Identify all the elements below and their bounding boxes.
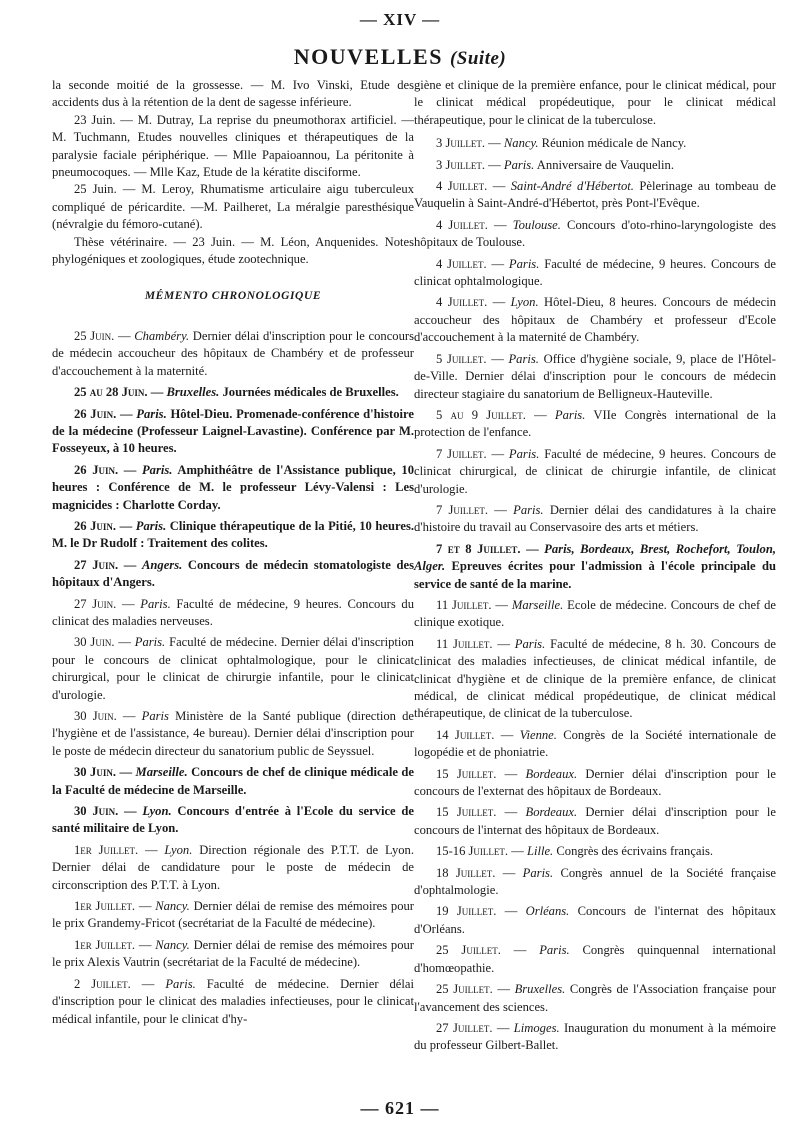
entry-text: VIIe Congrès international de la protection de l'enfance. xyxy=(414,407,777,440)
right-column xyxy=(414,77,776,1059)
entry-place: Paris. xyxy=(141,462,173,477)
entry-date: 5 au 9 Juillet. xyxy=(436,407,526,422)
entry-date: 26 Juin. xyxy=(74,462,119,477)
entry-place: Paris. xyxy=(165,976,196,991)
entry-place: Angers. xyxy=(142,557,183,572)
entry-date: 1er Juillet. xyxy=(74,842,139,857)
entry-date: 4 Juillet. xyxy=(436,217,488,232)
left-column xyxy=(52,77,414,1032)
entry-text: Anniversaire de Vauquelin. xyxy=(536,157,675,172)
calendar-entry: 27 Juin. — Paris. Faculté de médecine, 9 heures. Concours du clinicat des maladies nerveuses. xyxy=(52,596,415,628)
entry-date: 2 Juillet. xyxy=(74,976,131,991)
calendar-entry: 3 Juillet. — Nancy. Réunion médicale de Nancy. xyxy=(436,136,687,151)
entry-date: 11 Juillet. xyxy=(436,597,492,612)
entry-place: Orléans. xyxy=(525,904,570,919)
entry-place: Paris. xyxy=(508,351,539,366)
calendar-entry: 4 Juillet. — Toulouse. Concours d'oto-rhino-laryngologiste des hôpitaux de Toulouse. xyxy=(414,217,776,250)
calendar-entry: 27 Juin. — Angers. Concours de médecin stomatologiste des hôpitaux d'Angers. xyxy=(52,557,414,590)
entry-date: 15-16 Juillet. xyxy=(436,844,509,859)
entry-text: Dernier délai d'inscription pour le concours de l'internat des hôpitaux de Bordeaux. xyxy=(414,805,776,837)
entry-date: 25 Juillet. xyxy=(436,943,501,958)
calendar-entry: 27 Juillet. — Limoges. Inauguration du monument à la mémoire du professeur Gilbert-Ballet. xyxy=(414,1020,776,1053)
entry-text: Clinique thérapeutique de la Pitié, 10 heures. M. le Dr Rudolf : Traitement des colites. xyxy=(52,518,414,551)
entry-date: 3 Juillet. xyxy=(436,136,485,151)
calendar-entry: 26 Juin. — Paris. Clinique thérapeutique de la Pitié, 10 heures. M. le Dr Rudolf : Traitement des colites. xyxy=(52,518,414,551)
entry-place: Nancy. xyxy=(155,937,190,952)
entry-text: Faculté de médecine. Dernier délai d'inscription pour le clinicat des maladies infectieuses, pour le clinicat médical infantile, pour le clinicat d'hy- xyxy=(52,976,414,1026)
calendar-entry: 5 Juillet. — Paris. Office d'hygiène sociale, 9, place de l'Hôtel-de-Ville. Dernier délai d'inscription pour le concours de médecin directeur stagiaire du sanatorium de Belligneux-Hauteville. xyxy=(414,351,776,401)
entry-place: Paris xyxy=(141,709,169,723)
entry-place: Bordeaux. xyxy=(525,766,578,781)
entry-text: Faculté de médecine, 8 h. 30. Concours de clinicat des maladies infectieuses, de clinicat médical infantile, de clinicat d'hygiène et de clinique de la première enfance, de clinicat médical, de clinicat médical propédeutique, de clinicat médical thérapeutique, de clinicat de la tuberculose. xyxy=(414,636,776,721)
entry-place: Paris. xyxy=(503,157,535,172)
entry-date: 27 Juin. xyxy=(74,557,119,572)
calendar-entry: 14 Juillet. — Vienne. Congrès de la Société internationale de logopédie et de phoniatrie. xyxy=(414,727,777,760)
calendar-entry: 3 Juillet. — Paris. Anniversaire de Vauquelin. xyxy=(436,157,675,172)
entry-place: Marseille. xyxy=(511,597,564,612)
entry-place: Limoges. xyxy=(513,1020,560,1035)
page-title xyxy=(0,44,800,70)
entry-date: 4 Juillet. xyxy=(436,179,488,194)
entry-date: 27 Juin. xyxy=(74,596,117,611)
entry-date: 30 Juin. xyxy=(74,765,116,780)
calendar-entry: 30 Juin. — Marseille. Concours de chef de clinique médicale de la Faculté de médecine de Marseille. xyxy=(52,765,414,797)
entry-place: Saint-André d'Hébertot. xyxy=(510,179,634,194)
calendar-entry: 1er Juillet. — Nancy. Dernier délai de remise des mémoires pour le prix Grandemy-Fricot (secrétariat de la Faculté de médecine). xyxy=(52,899,414,931)
entry-text: Ecole de médecine. Concours de chef de clinique exotique. xyxy=(414,597,777,630)
entry-text: Epreuves écrites pour l'admission à l'école principale du service de santé de la marine. xyxy=(414,559,776,591)
entry-text: Réunion médicale de Nancy. xyxy=(541,136,687,151)
entry-date: 7 Juillet. xyxy=(436,502,489,517)
entry-text: Faculté de médecine, 9 heures. Concours de clinicat ophtalmologique. xyxy=(414,256,776,289)
entry-place: Bordeaux. xyxy=(525,805,578,820)
entry-place: Paris. xyxy=(508,256,540,271)
entry-text: Faculté de médecine, 9 heures. Concours de clinicat chirurgical, de clinicat de chirurgie infantile, de clinicat d'urologie. xyxy=(414,446,776,496)
entry-text: Congrès de l'Association française pour l'avancement des sciences. xyxy=(414,982,777,1014)
calendar-entry: 30 Juin. — Paris. Faculté de médecine. Dernier délai d'inscription pour le concours de clinicat ophtalmologique, pour le clinicat chirurgical, pour le clinicat de chirurgie infantile, pour le clinicat d'urologie. xyxy=(52,635,414,702)
entry-place: Paris. xyxy=(508,446,540,461)
page-roman-numeral: — XIV — xyxy=(359,10,441,29)
calendar-entry: 26 Juin. — Paris. Hôtel-Dieu. Promenade-conférence d'histoire de la médecine (Professeur Laignel-Lavastine). Conférence par M. Fosseyeux, à 10 heures. xyxy=(52,406,414,456)
entry-text: Concours d'entrée à l'Ecole du service de santé militaire de Lyon. xyxy=(52,804,414,836)
calendar-entry: 15-16 Juillet. — Lille. Congrès des écrivains français. xyxy=(436,844,714,859)
title-suffix: (Suite) xyxy=(449,48,507,69)
entry-date: 30 Juin. xyxy=(74,635,115,650)
entry-date: 3 Juillet. xyxy=(436,157,485,172)
entry-date: 15 Juillet. xyxy=(436,805,497,820)
entry-date: 19 Juillet. xyxy=(436,904,497,919)
entry-text: Dernier délai de remise des mémoires pour le prix Alexis Vautrin (secrétariat de la Faculté de médecine). xyxy=(52,937,414,970)
entry-text: Direction régionale des P.T.T. de Lyon. Dernier délai de candidature pour le poste de médecin de circonscription des P.T.T. à Lyon. xyxy=(52,842,415,892)
entry-text: Hôtel-Dieu, 8 heures. Concours de médecin accoucheur des hôpitaux de Chambéry et professeur d'Ecole d'accouchement à la maternité de Chambéry. xyxy=(414,295,776,345)
entry-text: Concours de médecin stomatologiste des hôpitaux d'Angers. xyxy=(52,557,414,590)
entry-date: 14 Juillet. xyxy=(436,727,495,742)
entry-date: 26 Juin. xyxy=(74,518,117,533)
calendar-entry: 5 au 9 Juillet. — Paris. VIIe Congrès international de la protection de l'enfance. xyxy=(414,407,777,440)
entry-place: Bruxelles. xyxy=(514,982,566,997)
entry-date: 26 Juin. xyxy=(74,406,117,421)
calendar-entry: 30 Juin. — Paris Ministère de la Santé publique (direction de l'hygiène et de l'assistance, 4e bureau). Dernier délai d'inscription pour le poste de médecin directeur du sanatorium public de Seyssuel. xyxy=(52,709,414,758)
entry-text: Dernier délai de remise des mémoires pour le prix Grandemy-Fricot (secrétariat de la Faculté de médecine). xyxy=(52,899,414,931)
calendar-entry: 19 Juillet. — Orléans. Concours de l'internat des hôpitaux d'Orléans. xyxy=(414,904,777,936)
entry-date: 15 Juillet. xyxy=(436,766,497,781)
entry-place: Toulouse. xyxy=(512,217,561,232)
intro-paragraph: la seconde moitié de la grossesse. — M. Ivo Vinski, Etude des accidents dus à la rétention de la dent de sagesse inférieure. xyxy=(52,78,414,110)
calendar-entry: 18 Juillet. — Paris. Congrès annuel de la Société française d'ophtalmologie. xyxy=(414,865,777,898)
entry-date: 30 Juin. xyxy=(74,804,119,819)
entry-text: Concours de l'internat des hôpitaux d'Orléans. xyxy=(414,904,777,936)
entry-text: Office d'hygiène sociale, 9, place de l'Hôtel-de-Ville. Dernier délai d'inscription pour le concours de médecin directeur stagiaire du sanatorium de Belligneux-Hauteville. xyxy=(414,351,776,401)
entry-text: Pèlerinage au tombeau de Vauquelin à Saint-André-d'Hébertot, près Pont-l'Evêque. xyxy=(414,179,776,211)
entry-place: Nancy. xyxy=(503,136,539,151)
calendar-entry: 7 et 8 Juillet. — Paris, Bordeaux, Brest, Rochefort, Toulon, Alger. Epreuves écrites pour l'admission à l'école principale du service de santé de la marine. xyxy=(414,541,776,591)
entry-text: Congrès des écrivains français. xyxy=(556,844,714,859)
entry-date: 25 Juin. xyxy=(74,328,115,343)
entry-date: 7 Juillet. xyxy=(436,446,487,461)
entry-place: Lille. xyxy=(526,844,554,859)
entry-place: Bruxelles. xyxy=(166,385,220,400)
entry-text: Congrès de la Société internationale de logopédie et de phoniatrie. xyxy=(414,727,777,760)
calendar-entry: 1er Juillet. — Nancy. Dernier délai de remise des mémoires pour le prix Alexis Vautrin (secrétariat de la Faculté de médecine). xyxy=(52,937,414,970)
entry-date: 4 Juillet. xyxy=(436,256,487,271)
entry-date: 4 Juillet. xyxy=(436,295,488,310)
entry-text: Ministère de la Santé publique (direction de l'hygiène et de l'assistance, 4e bureau). Dernier délai d'inscription pour le poste de médecin directeur du sanatorium public de Seyssuel. xyxy=(52,709,414,758)
entry-text: Faculté de médecine. Dernier délai d'inscription pour le concours de clinicat ophtalmologique, pour le clinicat chirurgical, pour le clinicat de chirurgie infantile, pour le clinicat d'urologie. xyxy=(52,635,414,702)
entry-place: Paris. xyxy=(514,636,546,651)
calendar-entry: 25 Juillet. — Paris. Congrès quinquennal international d'homœopathie. xyxy=(414,943,776,975)
left-entries-list xyxy=(52,328,414,1028)
continuation-paragraph: giène et clinique de la première enfance, pour le clinicat médical, pour le clinicat médical propédeutique, pour le clinicat médical thérapeutique, pour le clinicat de la tuberculose. xyxy=(414,78,776,127)
calendar-entry: 30 Juin. — Lyon. Concours d'entrée à l'Ecole du service de santé militaire de Lyon. xyxy=(52,804,414,836)
entry-place: Paris. xyxy=(554,407,586,422)
entry-date: 1er Juillet. xyxy=(74,899,136,914)
entry-place: Paris. xyxy=(513,502,544,517)
entry-place: Chambéry. xyxy=(134,328,190,343)
entry-place: Lyon. xyxy=(510,295,539,310)
calendar-entry: 4 Juillet. — Lyon. Hôtel-Dieu, 8 heures. Concours de médecin accoucheur des hôpitaux de Chambéry et professeur d'Ecole d'accouchement à la maternité de Chambéry. xyxy=(414,295,776,345)
entry-place: Lyon. xyxy=(164,842,193,857)
calendar-entry: 11 Juillet. — Marseille. Ecole de médecine. Concours de chef de clinique exotique. xyxy=(414,597,777,630)
entry-text: Dernier délai des candidatures à la chaire d'histoire du travail au Conservasoire des arts et métiers. xyxy=(414,502,777,535)
entry-place: Paris. xyxy=(136,406,167,421)
calendar-entry: 4 Juillet. — Saint-André d'Hébertot. Pèlerinage au tombeau de Vauquelin à Saint-André-d'Hébertot, près Pont-l'Evêque. xyxy=(414,179,776,211)
entry-place: Nancy. xyxy=(155,899,190,914)
calendar-entry: 1er Juillet. — Lyon. Direction régionale des P.T.T. de Lyon. Dernier délai de candidature pour le poste de médecin de circonscription des P.T.T. à Lyon. xyxy=(52,842,415,892)
entry-text: Concours de chef de clinique médicale de la Faculté de médecine de Marseille. xyxy=(52,765,414,797)
calendar-entry: 7 Juillet. — Paris. Faculté de médecine, 9 heures. Concours de clinicat chirurgical, de clinicat de chirurgie infantile, de clinicat d'urologie. xyxy=(414,446,776,496)
entry-place: Lyon. xyxy=(142,804,172,819)
entry-text: Hôtel-Dieu. Promenade-conférence d'histoire de la médecine (Professeur Laignel-Lavastine). Conférence par M. Fosseyeux, à 10 heures. xyxy=(52,406,414,456)
entry-place: Paris. xyxy=(134,635,166,650)
calendar-entry: 25 au 28 Juin. — Bruxelles. Journées médicales de Bruxelles. xyxy=(74,385,399,400)
page-number: — 621 — xyxy=(360,1098,440,1118)
right-entries-list xyxy=(414,135,776,1055)
entry-place: Paris, Bordeaux, Brest, Rochefort, Toulon, Alger. xyxy=(414,541,776,574)
calendar-entry: 2 Juillet. — Paris. Faculté de médecine. Dernier délai d'inscription pour le clinicat des maladies infectieuses, pour le clinicat médical infantile, pour le clinicat d'hy- xyxy=(52,976,414,1026)
calendar-entry: 25 Juin. — Chambéry. Dernier délai d'inscription pour le concours de médecin accoucheur des hôpitaux de Chambéry et de professeur d'accouchement à la maternité. xyxy=(52,328,414,378)
intro-paragraph: 23 Juin. — M. Dutray, La reprise du pneumothorax artificiel. — M. Tuchmann, Etudes nouvelles cliniques et thérapeutiques de la paralysie faciale périphérique. — Mlle Papaioannou, La péritonite à pneumocoques. — Mlle Kaz, Etude de la kératite disciforme. xyxy=(52,112,414,180)
entry-date: 25 au 28 Juin. xyxy=(74,385,148,400)
entry-place: Paris. xyxy=(135,518,167,533)
entry-text: Faculté de médecine, 9 heures. Concours du clinicat des maladies nerveuses. xyxy=(52,596,415,628)
entry-place: Vienne. xyxy=(519,727,557,742)
calendar-entry: 15 Juillet. — Bordeaux. Dernier délai d'inscription pour le concours de l'externat des hôpitaux de Bordeaux. xyxy=(414,766,776,799)
entry-text: Congrès quinquennal international d'homœopathie. xyxy=(414,943,776,975)
entry-text: Dernier délai d'inscription pour le concours de médecin accoucheur des hôpitaux de Chambéry et de professeur d'accouchement à la maternité. xyxy=(52,328,414,378)
calendar-entry: 11 Juillet. — Paris. Faculté de médecine, 8 h. 30. Concours de clinicat des maladies infectieuses, de clinicat médical infantile, de clinicat d'hygiène et de clinique de la première enfance, de clinicat médical, de clinicat médical propédeutique, de clinicat médical thérapeutique, de clinicat de la tuberculose. xyxy=(414,636,776,721)
calendar-entry: 7 Juillet. — Paris. Dernier délai des candidatures à la chaire d'histoire du travail au Conservasoire des arts et métiers. xyxy=(414,502,777,535)
entry-date: 5 Juillet. xyxy=(436,351,487,366)
entry-place: Paris. xyxy=(140,596,171,611)
entry-date: 11 Juillet. xyxy=(436,636,493,651)
calendar-entry: 15 Juillet. — Bordeaux. Dernier délai d'inscription pour le concours de l'internat des hôpitaux de Bordeaux. xyxy=(414,805,776,837)
entry-date: 30 Juin. xyxy=(74,709,117,723)
entry-text: Concours d'oto-rhino-laryngologiste des hôpitaux de Toulouse. xyxy=(414,217,776,250)
entry-place: Paris. xyxy=(522,865,554,880)
entry-place: Marseille. xyxy=(135,765,188,780)
calendar-entry: 26 Juin. — Paris. Amphithéâtre de l'Assistance publique, 10 heures : Conférence de M. le professeur Lévy-Valensi : Les magnicides : Charlotte Corday. xyxy=(52,462,414,512)
entry-text: Inauguration du monument à la mémoire du professeur Gilbert-Ballet. xyxy=(414,1020,776,1053)
entry-text: Amphithéâtre de l'Assistance publique, 10 heures : Conférence de M. le professeur Lévy-Valensi : Les magnicides : Charlotte Corday. xyxy=(52,462,414,512)
entry-text: Dernier délai d'inscription pour le concours de l'externat des hôpitaux de Bordeaux. xyxy=(414,766,776,799)
entry-text: Journées médicales de Bruxelles. xyxy=(222,385,399,400)
entry-text: Congrès annuel de la Société française d'ophtalmologie. xyxy=(414,865,777,898)
entry-place: Paris. xyxy=(539,943,570,958)
calendar-entry: 4 Juillet. — Paris. Faculté de médecine, 9 heures. Concours de clinicat ophtalmologique. xyxy=(414,256,776,289)
entry-date: 27 Juillet. xyxy=(436,1020,493,1035)
intro-paragraph: Thèse vétérinaire. — 23 Juin. — M. Léon, Anquenides. Notes phylogéniques et zoologiques, étude zootechnique. xyxy=(52,234,414,267)
section-title: MÉMENTO CHRONOLOGIQUE xyxy=(144,290,322,303)
entry-date: 25 Juillet. xyxy=(436,982,493,997)
title-text: NOUVELLES xyxy=(293,44,443,69)
entry-date: 18 Juillet. xyxy=(436,865,496,880)
calendar-entry: 25 Juillet. — Bruxelles. Congrès de l'Association française pour l'avancement des sciences. xyxy=(414,982,777,1014)
entry-date: 7 et 8 Juillet. xyxy=(436,541,521,556)
intro-paragraph: 25 Juin. — M. Leroy, Rhumatisme articulaire aigu tuberculeux compliqué de péricardite. —M. Pailheret, La méralgie paresthésique (névralgie du fémoro-cutané). xyxy=(52,182,414,232)
entry-date: 1er Juillet. xyxy=(74,937,136,952)
